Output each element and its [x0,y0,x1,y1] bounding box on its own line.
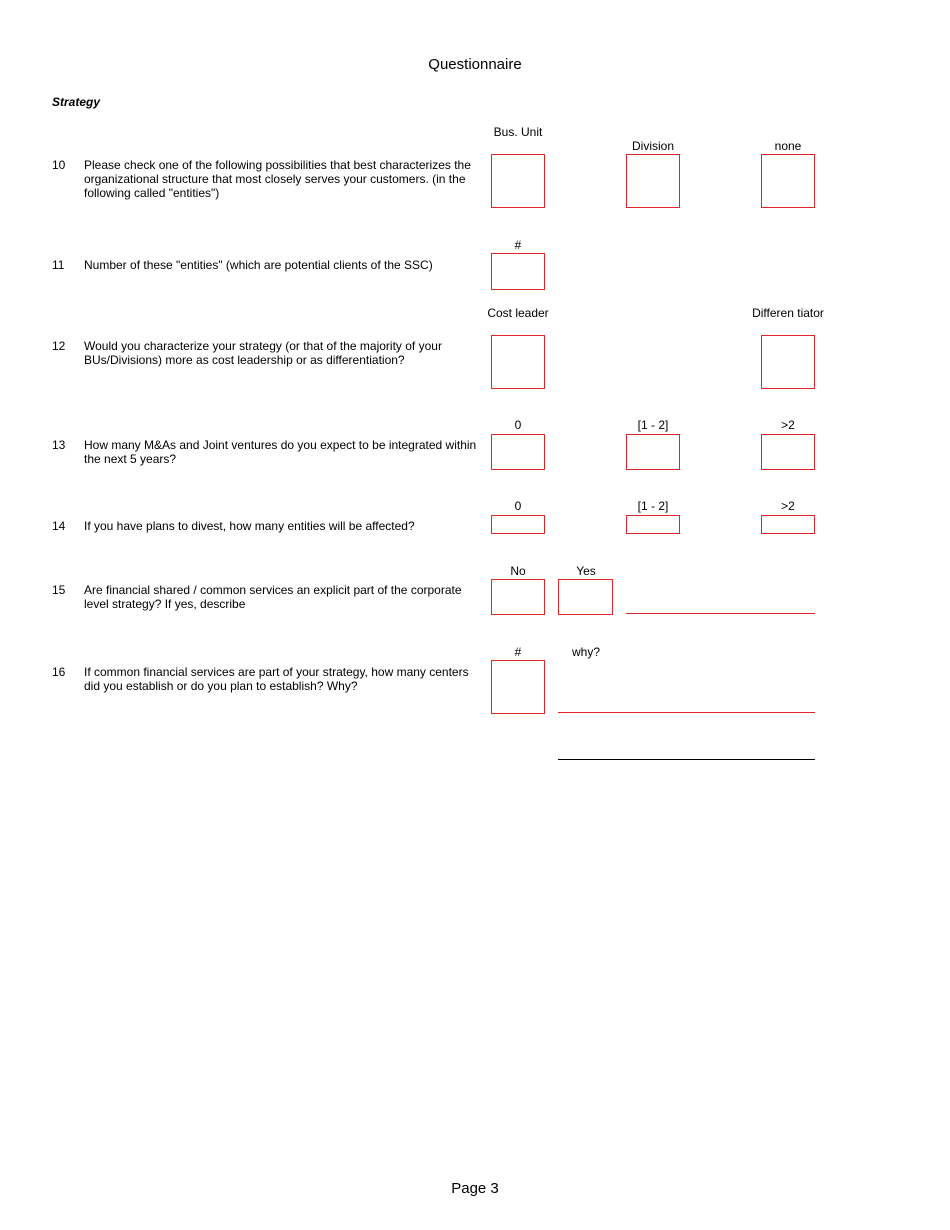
option-label-zero: 0 [514,418,522,432]
question-number: 13 [52,438,66,452]
question-number: 15 [52,583,66,597]
checkbox-divest-one-two[interactable] [626,515,680,534]
page-title: Questionnaire [428,56,522,73]
question-number: 14 [52,519,66,533]
question-text: How many M&As and Joint ventures do you expect to be integrated within the next 5 years? [84,438,477,466]
option-label-differentiator: Differen tiator [752,306,824,320]
checkbox-differentiator[interactable] [761,335,815,389]
section-heading: Strategy [52,95,101,109]
question-number: 10 [52,158,66,172]
option-label-zero: 0 [514,499,522,513]
question-text: Are financial shared / common services an explicit part of the corporate level strategy? If yes, describe [84,583,462,611]
option-label-more-than-two: >2 [781,499,795,513]
question-number: 12 [52,339,66,353]
checkbox-no[interactable] [491,579,545,615]
centers-count-field[interactable] [491,660,545,714]
checkbox-divest-more-than-two[interactable] [761,515,815,534]
question-text: If you have plans to divest, how many entities will be affected? [84,519,415,533]
why-field-continued[interactable] [558,759,815,760]
question-text: Number of these "entities" (which are potential clients of the SSC) [84,258,433,272]
checkbox-divest-zero[interactable] [491,515,545,534]
why-field[interactable] [558,712,815,713]
option-label-bus-unit: Bus. Unit [493,125,543,139]
option-label-more-than-two: >2 [781,418,795,432]
option-label-yes: Yes [576,564,596,578]
option-label-none: none [774,139,802,153]
checkbox-yes[interactable] [558,579,613,615]
question-number: 11 [52,258,65,272]
describe-field[interactable] [626,613,815,614]
option-label-why: why? [571,645,600,659]
checkbox-cost-leader[interactable] [491,335,545,389]
option-label-division: Division [631,139,674,153]
question-number: 16 [52,665,66,679]
option-label-count: # [514,238,522,252]
question-text: If common financial services are part of your strategy, how many centers did you establish or do you plan to establish? Why? [84,665,469,693]
option-label-cost-leader: Cost leader [487,306,549,320]
checkbox-ma-one-two[interactable] [626,434,680,470]
option-label-one-two: [1 - 2] [637,418,669,432]
option-label-no: No [510,564,526,578]
page-number: Page 3 [451,1180,499,1197]
question-text: Would you characterize your strategy (or that of the majority of your BUs/Divisions) more as cost leadership or as differentiation? [84,339,442,367]
option-label-one-two: [1 - 2] [637,499,669,513]
checkbox-none[interactable] [761,154,815,208]
checkbox-bus-unit[interactable] [491,154,545,208]
option-label-count: # [514,645,522,659]
checkbox-ma-zero[interactable] [491,434,545,470]
question-text: Please check one of the following possibilities that best characterizes the organizational structure that most closely serves your customers. (in the following called "entities") [84,158,471,200]
checkbox-ma-more-than-two[interactable] [761,434,815,470]
entity-count-field[interactable] [491,253,545,290]
checkbox-division[interactable] [626,154,680,208]
